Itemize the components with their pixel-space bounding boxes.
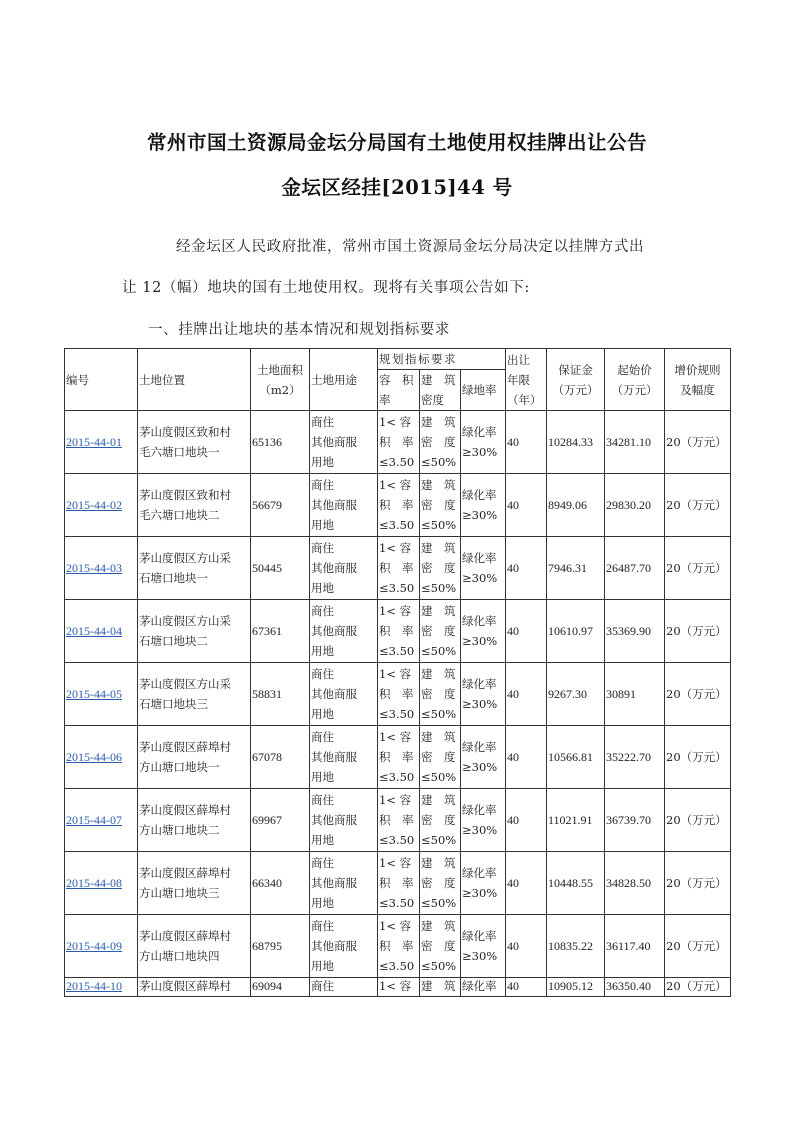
parcel-term: 40 [506,915,547,978]
parcel-usage: 商住 其他商服 用地 [310,537,378,600]
land-parcel-table [64,348,731,997]
parcel-green: 绿化率 ≥30% [461,726,506,789]
parcel-location: 茅山度假区方山采 石塘口地块一 [138,537,251,600]
header-far: 容 积 率 [378,370,420,411]
parcel-area: 66340 [251,852,310,915]
parcel-increment: 20（万元） [665,978,731,997]
parcel-deposit: 11021.91 [547,789,605,852]
parcel-term: 40 [506,537,547,600]
parcel-green: 绿化率 ≥30% [461,852,506,915]
parcel-code-link[interactable]: 2015-44-09 [65,915,138,978]
parcel-area: 65136 [251,411,310,474]
parcel-code-link[interactable]: 2015-44-04 [65,600,138,663]
parcel-density: 建 筑 密 度 ≤50% [420,852,461,915]
header-code: 编号 [65,349,138,411]
parcel-green: 绿化率 [461,978,506,997]
table-row [65,789,731,852]
parcel-far: 1< 容 积 率 ≤3.50 [378,915,420,978]
parcel-code-link[interactable]: 2015-44-02 [65,474,138,537]
intro-line-2: 让 12（幅）地块的国有土地使用权。现将有关事项公告如下: [122,280,530,296]
parcel-start-price: 36117.40 [605,915,665,978]
table-row [65,474,731,537]
parcel-far: 1< 容 积 率 ≤3.50 [378,852,420,915]
parcel-location: 茅山度假区薛埠村 方山塘口地块二 [138,789,251,852]
header-deposit: 保证金 （万元） [547,349,605,411]
parcel-density: 建 筑 密 度 ≤50% [420,411,461,474]
parcel-density: 建 筑 [420,978,461,997]
parcel-usage: 商住 其他商服 用地 [310,474,378,537]
parcel-usage: 商住 [310,978,378,997]
parcel-code-link[interactable]: 2015-44-03 [65,537,138,600]
header-density: 建 筑 密度 [420,370,461,411]
parcel-increment: 20（万元） [665,726,731,789]
parcel-usage: 商住 其他商服 用地 [310,789,378,852]
table-row [65,978,731,997]
header-start-price: 起始价 （万元） [605,349,665,411]
parcel-far: 1< 容 积 率 ≤3.50 [378,411,420,474]
parcel-far: 1< 容 [378,978,420,997]
parcel-code-link[interactable]: 2015-44-01 [65,411,138,474]
parcel-deposit: 10610.97 [547,600,605,663]
parcel-increment: 20（万元） [665,789,731,852]
parcel-code-link[interactable]: 2015-44-06 [65,726,138,789]
parcel-deposit: 10566.81 [547,726,605,789]
parcel-density: 建 筑 密 度 ≤50% [420,915,461,978]
header-usage: 土地用途 [310,349,378,411]
parcel-increment: 20（万元） [665,411,731,474]
parcel-usage: 商住 其他商服 用地 [310,411,378,474]
header-term: 出让 年限 （年） [506,349,547,411]
parcel-area: 69967 [251,789,310,852]
table-row [65,411,731,474]
document-title: 常州市国土资源局金坛分局国有土地使用权挂牌出让公告 [146,131,647,154]
parcel-deposit: 8949.06 [547,474,605,537]
parcel-location: 茅山度假区薛埠村 方山塘口地块一 [138,726,251,789]
parcel-deposit: 10448.55 [547,852,605,915]
table-row [65,663,731,726]
parcel-increment: 20（万元） [665,663,731,726]
parcel-term: 40 [506,789,547,852]
parcel-density: 建 筑 密 度 ≤50% [420,726,461,789]
parcel-term: 40 [506,663,547,726]
parcel-deposit: 7946.31 [547,537,605,600]
parcel-start-price: 36350.40 [605,978,665,997]
parcel-green: 绿化率 ≥30% [461,474,506,537]
parcel-area: 56679 [251,474,310,537]
parcel-usage: 商住 其他商服 用地 [310,726,378,789]
parcel-code-link[interactable]: 2015-44-08 [65,852,138,915]
parcel-usage: 商住 其他商服 用地 [310,663,378,726]
parcel-location: 茅山度假区方山采 石塘口地块二 [138,600,251,663]
parcel-location: 茅山度假区致和村 毛六塘口地块二 [138,474,251,537]
parcel-area: 68795 [251,915,310,978]
parcel-location: 茅山度假区薛埠村 方山塘口地块四 [138,915,251,978]
table-row [65,537,731,600]
parcel-green: 绿化率 ≥30% [461,537,506,600]
header-planning-group: 规划指标要求 [378,349,506,370]
table-header-row [65,349,731,370]
parcel-area: 67361 [251,600,310,663]
parcel-deposit: 10905.12 [547,978,605,997]
parcel-green: 绿化率 ≥30% [461,411,506,474]
parcel-far: 1< 容 积 率 ≤3.50 [378,726,420,789]
parcel-term: 40 [506,726,547,789]
parcel-deposit: 9267.30 [547,663,605,726]
intro-line-1: 经金坛区人民政府批准，常州市国土资源局金坛分局决定以挂牌方式出 [176,239,645,255]
table-row [65,726,731,789]
parcel-location: 茅山度假区薛埠村 [138,978,251,997]
parcel-area: 69094 [251,978,310,997]
parcel-code-link[interactable]: 2015-44-07 [65,789,138,852]
parcel-green: 绿化率 ≥30% [461,915,506,978]
parcel-start-price: 29830.20 [605,474,665,537]
table-row [65,600,731,663]
parcel-increment: 20（万元） [665,474,731,537]
parcel-start-price: 34828.50 [605,852,665,915]
parcel-density: 建 筑 密 度 ≤50% [420,789,461,852]
parcel-green: 绿化率 ≥30% [461,663,506,726]
parcel-code-link[interactable]: 2015-44-05 [65,663,138,726]
parcel-density: 建 筑 密 度 ≤50% [420,600,461,663]
parcel-location: 茅山度假区薛埠村 方山塘口地块三 [138,852,251,915]
parcel-increment: 20（万元） [665,600,731,663]
document-subtitle: 金坛区经挂[2015]44 号 [281,176,513,199]
parcel-start-price: 35222.70 [605,726,665,789]
parcel-density: 建 筑 密 度 ≤50% [420,474,461,537]
parcel-location: 茅山度假区方山采 石塘口地块三 [138,663,251,726]
parcel-location: 茅山度假区致和村 毛六塘口地块一 [138,411,251,474]
parcel-code-link[interactable]: 2015-44-10 [65,978,138,997]
parcel-start-price: 26487.70 [605,537,665,600]
parcel-green: 绿化率 ≥30% [461,789,506,852]
parcel-term: 40 [506,852,547,915]
table-row [65,915,731,978]
header-location: 土地位置 [138,349,251,411]
parcel-far: 1< 容 积 率 ≤3.50 [378,789,420,852]
parcel-term: 40 [506,474,547,537]
parcel-increment: 20（万元） [665,537,731,600]
parcel-term: 40 [506,978,547,997]
parcel-far: 1< 容 积 率 ≤3.50 [378,600,420,663]
parcel-increment: 20（万元） [665,852,731,915]
header-green: 绿地率 [461,370,506,411]
parcel-usage: 商住 其他商服 用地 [310,915,378,978]
parcel-green: 绿化率 ≥30% [461,600,506,663]
parcel-density: 建 筑 密 度 ≤50% [420,663,461,726]
parcel-term: 40 [506,600,547,663]
parcel-increment: 20（万元） [665,915,731,978]
parcel-start-price: 34281.10 [605,411,665,474]
header-area: 土地面积 （m2） [251,349,310,411]
parcel-deposit: 10835.22 [547,915,605,978]
header-increment: 增价规则 及幅度 [665,349,731,411]
parcel-density: 建 筑 密 度 ≤50% [420,537,461,600]
table-row [65,852,731,915]
parcel-start-price: 30891 [605,663,665,726]
parcel-usage: 商住 其他商服 用地 [310,600,378,663]
parcel-start-price: 35369.90 [605,600,665,663]
parcel-start-price: 36739.70 [605,789,665,852]
parcel-area: 50445 [251,537,310,600]
section-heading: 一、挂牌出让地块的基本情况和规划指标要求 [148,322,450,338]
parcel-term: 40 [506,411,547,474]
parcel-far: 1< 容 积 率 ≤3.50 [378,537,420,600]
parcel-usage: 商住 其他商服 用地 [310,852,378,915]
parcel-deposit: 10284.33 [547,411,605,474]
parcel-area: 67078 [251,726,310,789]
parcel-far: 1< 容 积 率 ≤3.50 [378,474,420,537]
parcel-area: 58831 [251,663,310,726]
parcel-far: 1< 容 积 率 ≤3.50 [378,663,420,726]
